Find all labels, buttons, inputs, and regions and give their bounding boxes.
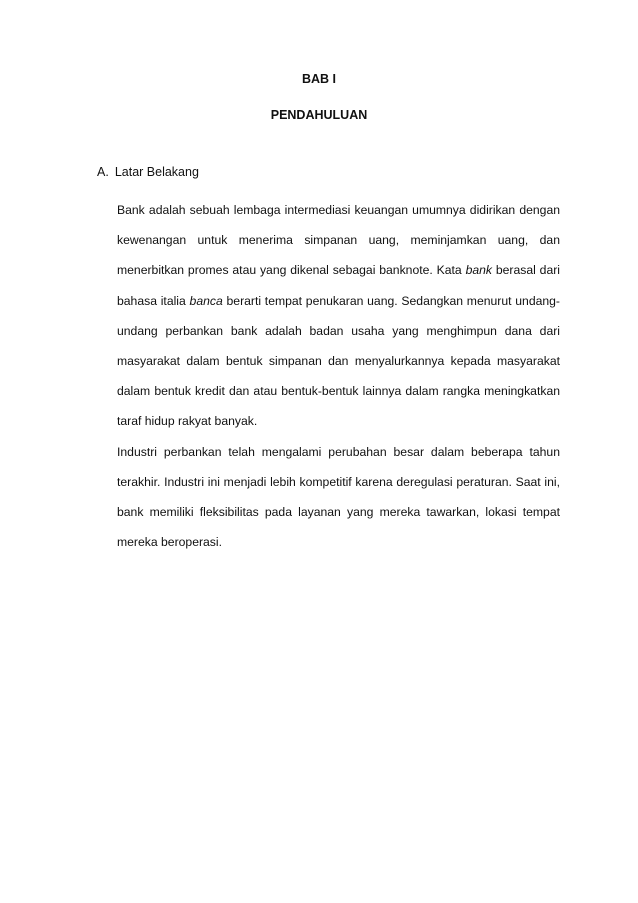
chapter-title: PENDAHULUAN [270,108,368,122]
section-title: Latar Belakang [114,165,199,179]
term-bank: bank [465,263,492,278]
section-body [117,195,560,557]
paragraph-2: Industri perbankan telah mengalami perubahan besar dalam beberapa tahun terakhir. Industri ini menjadi lebih kompetitif karena deregulasi peraturan. Saat ini, bank memiliki fleksibilitas pada layanan yang mereka tawarkan, lokasi tempat mereka beroperasi. [117,444,560,550]
term-banca: banca [189,293,223,308]
chapter-number: BAB I [301,72,337,86]
section-heading [97,165,199,179]
section-marker: A. [97,165,109,179]
paragraph-1-part-1: Bank adalah sebuah lembaga intermediasi keuangan umumnya didirikan dengan kewenangan untuk menerima simpanan uang, meminjamkan uang, dan menerbitkan promes atau yang dikenal sebagai banknote. Kata [117,203,560,278]
paragraph-1-part-3: berarti tempat penukaran uang. Sedangkan menurut undang-undang perbankan bank adalah badan usaha yang menghimpun dana dari masyarakat dalam bentuk simpanan dan menyalurkannya kepada masyarakat dalam bentuk kredit dan atau bentuk-bentuk lainnya dalam rangka meningkatkan taraf hidup rakyat banyak. [117,293,560,429]
paragraph-1-part-2: berasal dari bahasa italia [117,263,560,308]
paragraph-1 [117,195,560,437]
